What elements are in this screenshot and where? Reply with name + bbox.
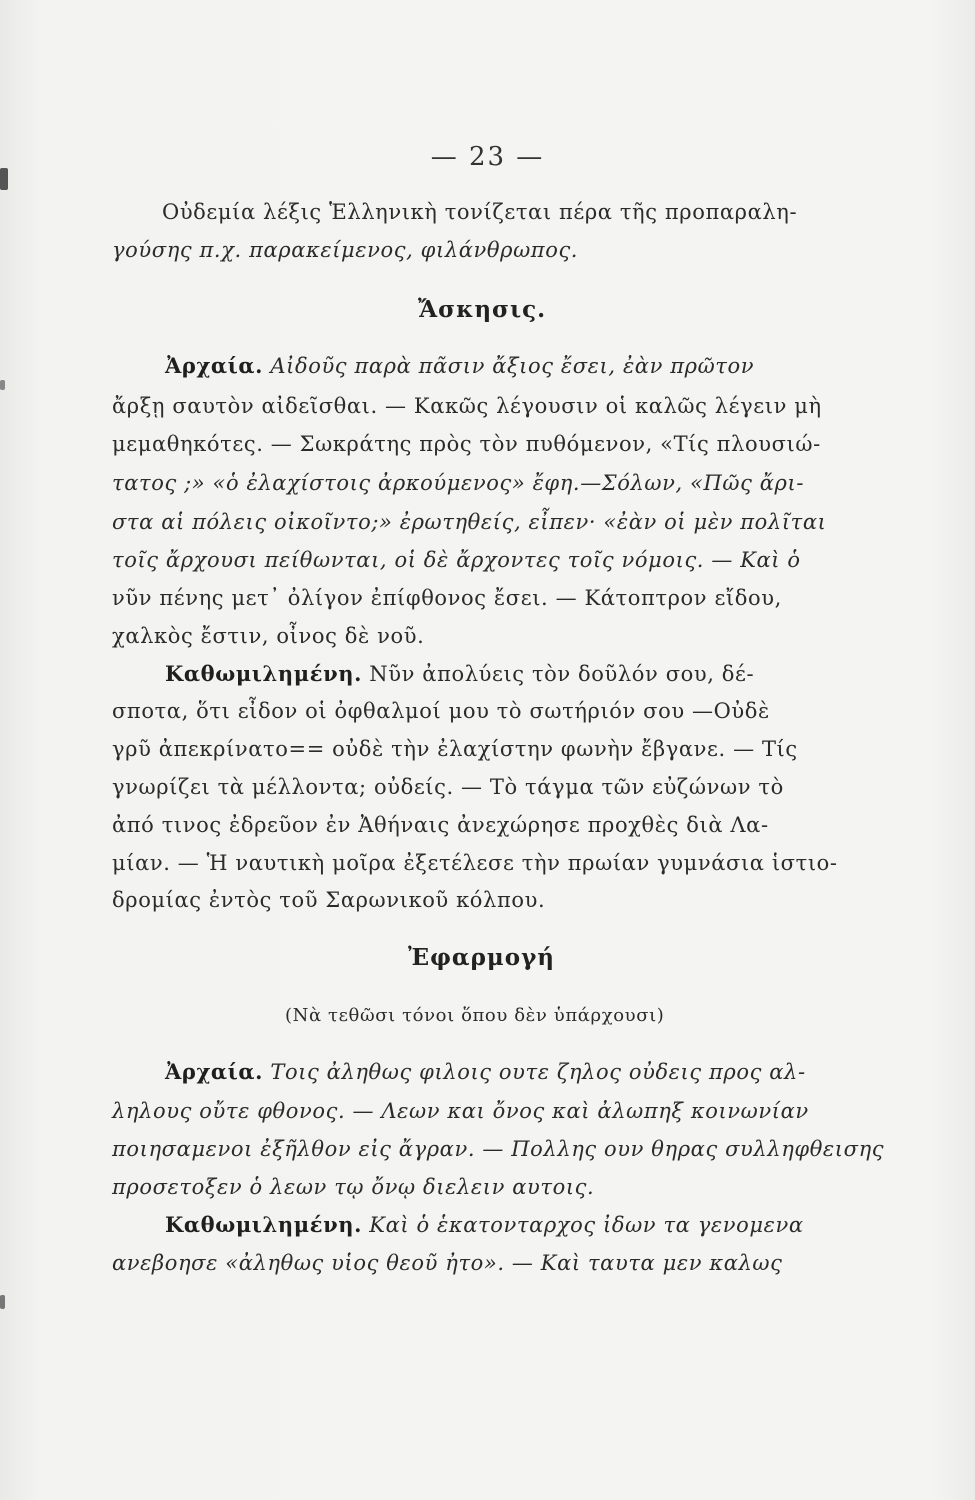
margin-ink-mark — [0, 1295, 5, 1309]
exercise-line: δρομίας ἐντὸς τοῦ Σαρωνικοῦ κόλπου. — [112, 888, 546, 912]
application-line: ληλους οὔτε φθονος. — Λεων και ὄνος καὶ ἀλωπηξ κοινωνίαν — [112, 1099, 809, 1123]
application-line — [165, 1058, 806, 1086]
page-number: — 23 — — [430, 142, 545, 172]
exercise-text: Αἰδοῦς παρὰ πᾶσιν ἄξιος ἔσει, ἐὰν πρῶτον — [263, 354, 755, 378]
exercise-line — [165, 660, 754, 688]
label-ancient: Ἀρχαία. — [165, 353, 264, 378]
exercise-line: σποτα, ὅτι εἶδον οἱ ὀφθαλμοί μου τὸ σωτήριόν σου —Οὐδὲ — [112, 699, 770, 723]
section-heading-application: Ἐφαρμογή — [408, 944, 555, 971]
exercise-line: γνωρίζει τὰ μέλλοντα; οὐδείς. — Τὸ τάγμα τῶν εὐζώνων τὸ — [112, 775, 784, 799]
application-text: Τοις ἀληθως φιλοις ουτε ζηλος οὐδεις προς αλ- — [263, 1060, 806, 1084]
exercise-line: τατος ;» «ὁ ἐλαχίστοις ἀρκούμενος» ἔφη.—Σόλων, «Πῶς ἄρι- — [112, 471, 805, 495]
application-line: ποιησαμενοι ἐξῆλθον εἰς ἄγραν. — Πολλης ουν θηρας συλληφθεισης — [112, 1137, 885, 1161]
exercise-line: στα αἱ πόλεις οἰκοῖντο;» ἐρωτηθείς, εἶπεν· «ἐὰν οἱ μὲν πολῖται — [112, 510, 827, 534]
application-line: προσετοξεν ὁ λεων τῳ ὄνῳ διελειν αυτοις. — [112, 1175, 595, 1199]
label-ancient: Ἀρχαία. — [165, 1059, 264, 1084]
exercise-line — [165, 352, 754, 380]
application-line — [165, 1211, 804, 1239]
exercise-line: γρῦ ἀπεκρίνατο== οὐδὲ τὴν ἐλαχίστην φωνὴν ἔβγανε. — Τίς — [112, 737, 798, 761]
section-note: (Νὰ τεθῶσι τόνοι ὅπου δὲν ὑπάρχουσι) — [285, 1005, 665, 1026]
application-line: ανεβοησε «ἀληθως υἱος θεοῦ ἠτο». — Καὶ ταυτα μεν καλως — [112, 1251, 783, 1275]
exercise-text: Νῦν ἀπολύεις τὸν δοῦλόν σου, δέ- — [362, 662, 755, 686]
exercise-line: ἀπό τινος ἐδρεῦον ἐν Ἀθήναις ἀνεχώρησε προχθὲς διὰ Λα- — [112, 813, 769, 837]
label-colloquial: Καθωμιλημένη. — [165, 1212, 363, 1237]
label-colloquial: Καθωμιλημένη. — [165, 661, 363, 686]
margin-ink-mark — [0, 380, 5, 390]
exercise-line: χαλκὸς ἔστιν, οἶνος δὲ νοῦ. — [112, 624, 425, 648]
intro-line: Οὐδεμία λέξις Ἑλληνικὴ τονίζεται πέρα τῆς προπαραλη- — [162, 200, 798, 224]
exercise-line: μίαν. — Ἡ ναυτικὴ μοῖρα ἐξετέλεσε τὴν πρωίαν γυμνάσια ἱστιο- — [112, 851, 838, 875]
intro-line: γούσης π.χ. παρακείμενος, φιλάνθρωπος. — [112, 238, 579, 262]
exercise-line: νῦν πένης μετ᾽ ὀλίγον ἐπίφθονος ἔσει. — Κάτοπτρον εἴδου, — [112, 586, 782, 610]
exercise-line: μεμαθηκότες. — Σωκράτης πρὸς τὸν πυθόμενον, «Τίς πλουσιώ- — [112, 432, 821, 456]
section-heading-exercise: Ἄσκησις. — [418, 296, 547, 323]
exercise-line: ἄρξῃ σαυτὸν αἰδεῖσθαι. — Κακῶς λέγουσιν οἱ καλῶς λέγειν μὴ — [112, 394, 822, 418]
application-text: Καὶ ὁ ἑκατονταρχος ἰδων τα γενομενα — [362, 1213, 804, 1237]
exercise-line: τοῖς ἄρχουσι πείθωνται, οἱ δὲ ἄρχοντες τοῖς νόμοις. — Καὶ ὁ — [112, 548, 801, 572]
